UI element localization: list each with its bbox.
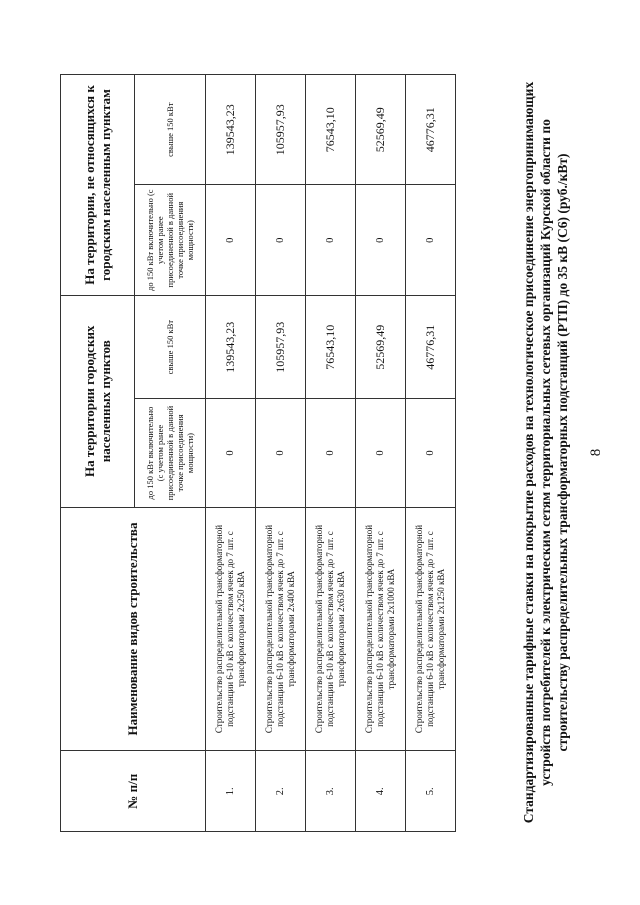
row-urban-low: 0: [356, 399, 406, 507]
row-rural-high: 105957,93: [256, 75, 306, 185]
table-row: [206, 75, 256, 832]
row-urban-high: 76543,10: [306, 295, 356, 399]
row-name: Строительство распределительной трансформаторной подстанции 6-10 кВ с количеством ячеек до 7 шт. с трансформаторами 2х630 кВА: [306, 507, 356, 751]
table-row: [256, 75, 306, 832]
table-row: [306, 75, 356, 832]
row-name: Строительство распределительной трансформаторной подстанции 6-10 кВ с количеством ячеек до 7 шт. с трансформаторами 2х1000 кВА: [356, 507, 406, 751]
header-rural-low: до 150 кВт включительно (с учетом ранее присоединенной в данной точке присоединения мощности): [135, 185, 206, 295]
row-urban-high: 52569,49: [356, 295, 406, 399]
row-rural-high: 46776,31: [406, 75, 456, 185]
row-rural-low: 0: [206, 185, 256, 295]
row-urban-low: 0: [306, 399, 356, 507]
row-number: 2.: [256, 751, 306, 832]
row-number: 4.: [356, 751, 406, 832]
header-name: Наименование видов строительства: [61, 507, 206, 751]
row-number: 5.: [406, 751, 456, 832]
table-row: [406, 75, 456, 832]
row-urban-low: 0: [406, 399, 456, 507]
row-urban-low: 0: [206, 399, 256, 507]
header-urban-low: до 150 кВт включительно (с учетом ранее присоединенной в данной точке присоединения мощности): [135, 399, 206, 507]
row-name: Строительство распределительной трансформаторной подстанции 6-10 кВ с количеством ячеек до 7 шт. с трансформаторами 2х250 кВА: [206, 507, 256, 751]
row-urban-low: 0: [256, 399, 306, 507]
row-number: 1.: [206, 751, 256, 832]
row-urban-high: 105957,93: [256, 295, 306, 399]
row-rural-high: 139543,23: [206, 75, 256, 185]
header-urban: На территории городских населенных пунктов: [61, 295, 135, 507]
row-rural-low: 0: [406, 185, 456, 295]
header-rural: На территории, не относящихся к городским населенным пунктам: [61, 75, 135, 296]
row-rural-low: 0: [306, 185, 356, 295]
header-num: № п/п: [61, 751, 206, 832]
row-rural-high: 52569,49: [356, 75, 406, 185]
tariff-table: [60, 74, 456, 832]
row-urban-high: 139543,23: [206, 295, 256, 399]
table-row: [356, 75, 406, 832]
row-urban-high: 46776,31: [406, 295, 456, 399]
row-rural-high: 76543,10: [306, 75, 356, 185]
row-rural-low: 0: [356, 185, 406, 295]
document-title: Стандартизированные тарифные ставки на покрытие расходов на технологическое присоединение энергопринимающих устройств потребителей к электрическим сетям территориальных сетевых организаций Курской области по строительству распределительных трансформаторных подстанций (РТП) до 35 кВ (С6) (руб./кВт): [521, 81, 570, 824]
row-number: 3.: [306, 751, 356, 832]
row-name: Строительство распределительной трансформаторной подстанции 6-10 кВ с количеством ячеек до 7 шт. с трансформаторами 2х1250 кВА: [406, 507, 456, 751]
row-name: Строительство распределительной трансформаторной подстанции 6-10 кВ с количеством ячеек до 7 шт. с трансформаторами 2х400 кВА: [256, 507, 306, 751]
header-urban-high: свыше 150 кВт: [135, 295, 206, 399]
header-rural-high: свыше 150 кВт: [135, 75, 206, 185]
page-number: 8: [588, 448, 604, 457]
row-rural-low: 0: [256, 185, 306, 295]
